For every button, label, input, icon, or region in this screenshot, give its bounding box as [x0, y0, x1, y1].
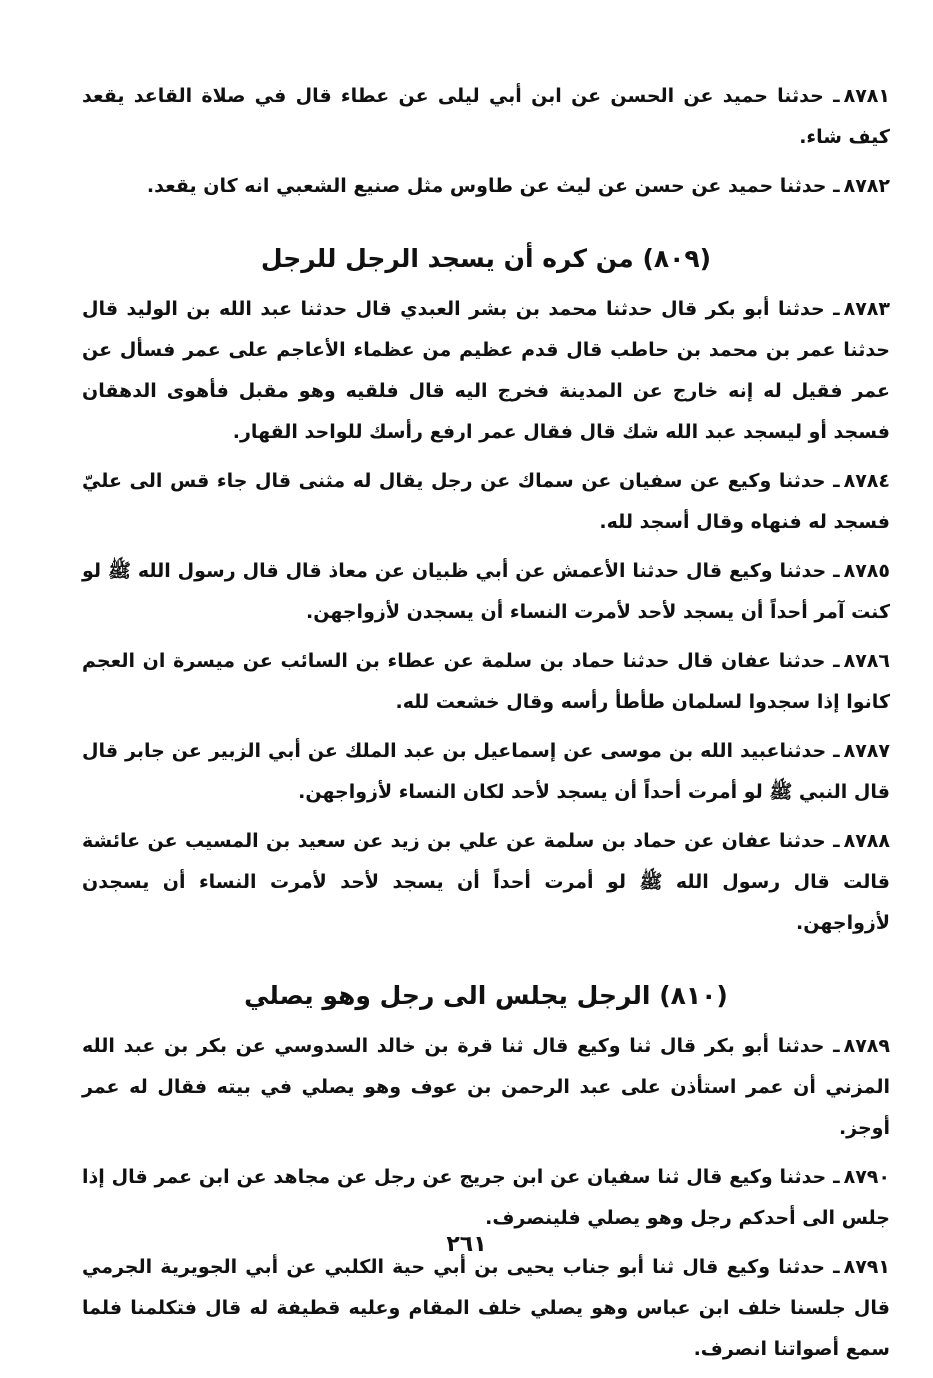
- hadith-8786: [82, 641, 890, 723]
- hadith-8784: [82, 461, 890, 543]
- hadith-number: ٨٧٨٦: [843, 650, 890, 672]
- hadith-text: ـ حدثنا حميد عن حسن عن ليث عن طاوس مثل صنيع الشعبي انه كان يقعد.: [146, 175, 840, 197]
- page-body: [82, 76, 890, 1378]
- hadith-text: ـ حدثنا وكيع قال حدثنا الأعمش عن أبي ظبيان عن معاذ قال قال رسول الله ﷺ لو كنت آمر أحداً أن يسجد لأحد لأمرت النساء أن يسجدن لأزواجهن.: [82, 560, 890, 623]
- hadith-text: ـ حدثنا عفان عن حماد بن سلمة عن علي بن زيد عن سعيد بن المسيب عن عائشة قالت قال رسول الله ﷺ لو أمرت أحداً أن يسجد لأحد لأمرت النساء أن يسجدن لأزواجهن.: [82, 830, 890, 934]
- hadith-text: ـ حدثنا حميد عن الحسن عن ابن أبي ليلى عن عطاء قال في صلاة القاعد يقعد كيف شاء.: [82, 85, 890, 148]
- hadith-number: ٨٧٨١: [843, 85, 890, 107]
- hadith-8788: [82, 821, 890, 944]
- hadith-number: ٨٧٨٥: [843, 560, 890, 582]
- hadith-number: ٨٧٨٧: [843, 740, 890, 762]
- hadith-number: ٨٧٩٠: [843, 1166, 890, 1188]
- hadith-8789: [82, 1026, 890, 1149]
- hadith-text: ـ حدثنا أبو بكر قال حدثنا محمد بن بشر العبدي قال حدثنا عبد الله بن الوليد قال حدثنا عمر بن محمد بن حاطب قال قدم عظيم من عظماء الأعاجم على عمر فسأل عن عمر فقيل له إنه خارج عن المدينة فخرج اليه قال فلقيه وهو مقبل فأهوى الدهقان فسجد أو ليسجد عبد الله شك قال فقال عمر ارفع رأسك للواحد القهار.: [82, 298, 890, 443]
- hadith-8783: [82, 289, 890, 453]
- hadith-text: ـ حدثنا وكيع قال ثنا أبو جناب يحيى بن أبي حية الكلبي عن أبي الجويرية الجرمي قال جلسنا خلف ابن عباس وهو يصلي خلف المقام وعليه قطيفة له قال فتكلمنا فلما سمع أصواتنا انصرف.: [82, 1256, 890, 1360]
- hadith-text: ـ حدثنا أبو بكر قال ثنا وكيع قال ثنا قرة بن خالد السدوسي عن بكر بن عبد الله المزني أن عمر استأذن على عبد الرحمن بن عوف وهو يصلي في بيته فقال له عمر أوجز.: [82, 1035, 890, 1139]
- hadith-8790: [82, 1157, 890, 1239]
- section-heading-809: (٨٠٩) من كره أن يسجد الرجل للرجل: [260, 244, 712, 273]
- hadith-number: ٨٧٨٩: [843, 1035, 890, 1057]
- hadith-8787: [82, 731, 890, 813]
- hadith-text: ـ حدثنا وكيع عن سفيان عن سماك عن رجل يقال له مثنى قال جاء قس الى عليّ فسجد له فنهاه وقال أسجد لله.: [82, 470, 890, 533]
- hadith-8785: [82, 551, 890, 633]
- page-number: ٢٦١: [446, 1232, 487, 1257]
- hadith-text: ـ حدثناعبيد الله بن موسى عن إسماعيل بن عبد الملك عن أبي الزبير عن جابر قال قال النبي ﷺ لو أمرت أحداً أن يسجد لأحد لكان النساء لأزواجهن.: [82, 740, 890, 803]
- hadith-text: ـ حدثنا عفان قال حدثنا حماد بن سلمة عن عطاء بن السائب عن ميسرة ان العجم كانوا إذا سجدوا لسلمان طأطأ رأسه وقال خشعت لله.: [82, 650, 890, 713]
- hadith-text: ـ حدثنا وكيع قال ثنا سفيان عن ابن جريج عن رجل عن مجاهد عن ابن عمر قال إذا جلس الى أحدكم رجل وهو يصلي فلينصرف.: [82, 1166, 890, 1229]
- hadith-8781: [82, 76, 890, 158]
- hadith-8791: [82, 1247, 890, 1370]
- hadith-number: ٨٧٩١: [843, 1256, 890, 1278]
- hadith-number: ٨٧٨٨: [843, 830, 890, 852]
- hadith-number: ٨٧٨٢: [843, 175, 890, 197]
- section-heading-810: (٨١٠) الرجل يجلس الى رجل وهو يصلي: [244, 981, 728, 1010]
- hadith-8782: [82, 166, 890, 207]
- hadith-number: ٨٧٨٤: [843, 470, 890, 492]
- hadith-number: ٨٧٨٣: [843, 298, 890, 320]
